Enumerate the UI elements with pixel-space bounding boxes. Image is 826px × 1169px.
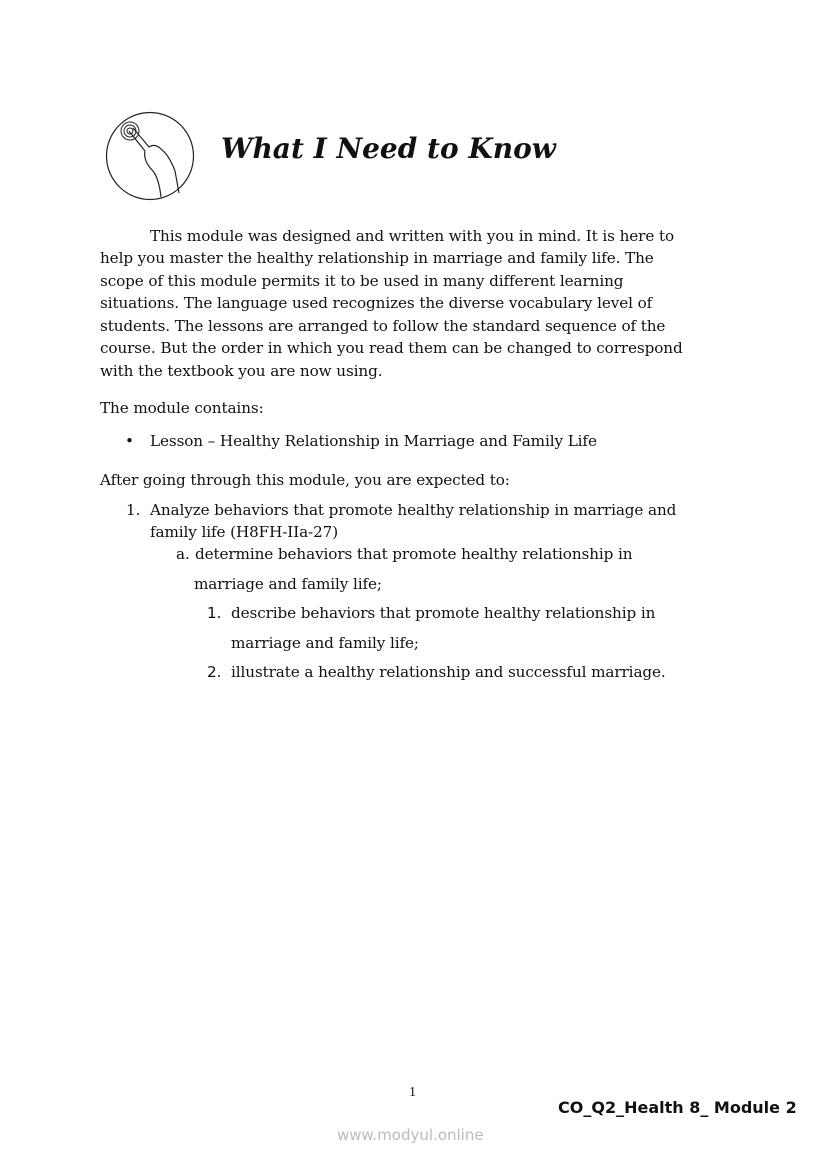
sub-item-line: describe behaviors that promote healthy relationship in: [231, 604, 656, 622]
sub-item-line: marriage and family life;: [231, 634, 419, 652]
section-title: What I Need to Know: [221, 132, 556, 165]
intro-line: students. The lessons are arranged to follow the standard sequence of the: [100, 317, 666, 335]
module-code: CO_Q2_Health 8_ Module 2: [558, 1098, 797, 1117]
bullet-icon: •: [125, 432, 134, 450]
sub-a-line: marriage and family life;: [194, 575, 382, 593]
intro-line: situations. The language used recognizes the diverse vocabulary level of: [100, 294, 653, 312]
intro-line: course. But the order in which you read them can be changed to correspond: [100, 339, 683, 357]
intro-line: This module was designed and written with you in mind. It is here to: [150, 227, 674, 245]
intro-line: help you master the healthy relationship in marriage and family life. The: [100, 249, 654, 267]
contains-label: The module contains:: [100, 399, 264, 417]
objective-number: 1.: [126, 501, 141, 519]
sub-item-line: illustrate a healthy relationship and successful marriage.: [231, 663, 666, 681]
sub-a-line: determine behaviors that promote healthy relationship in: [195, 545, 633, 563]
intro-line: scope of this module permits it to be used in many different learning: [100, 272, 624, 290]
sub-a-label: a.: [176, 545, 190, 563]
page-number: 1: [409, 1085, 416, 1100]
expected-label: After going through this module, you are expected to:: [100, 471, 510, 489]
objective-line: family life (H8FH-IIa-27): [150, 523, 339, 541]
sub-item-number: 2.: [207, 663, 222, 681]
watermark: www.modyul.online: [337, 1126, 484, 1144]
lesson-bullet: Lesson – Healthy Relationship in Marriage and Family Life: [150, 432, 597, 450]
objective-line: Analyze behaviors that promote healthy relationship in marriage and: [150, 501, 677, 519]
hand-pointer-icon: [105, 111, 195, 201]
sub-item-number: 1.: [207, 604, 222, 622]
intro-line: with the textbook you are now using.: [100, 362, 383, 380]
